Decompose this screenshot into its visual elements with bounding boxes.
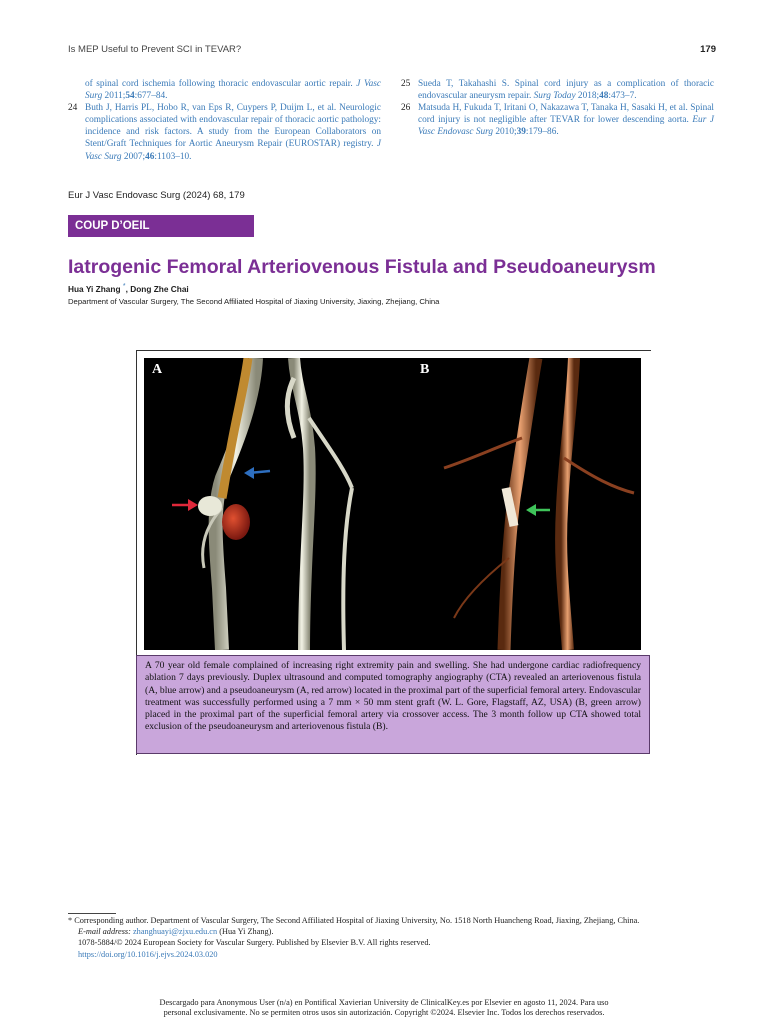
doi-link[interactable]: https://doi.org/10.1016/j.ejvs.2024.03.020 xyxy=(78,949,218,959)
reference-pages: :677–84. xyxy=(134,91,168,102)
email-link[interactable]: zhanghuayi@zjxu.edu.cn xyxy=(133,927,218,937)
affiliation: Department of Vascular Surgery, The Second Affiliated Hospital of Jiaxing University, Jiaxing, Zhejiang, China xyxy=(68,297,440,306)
reference-volume: 39 xyxy=(516,127,526,138)
author-name: Hua Yi Zhang xyxy=(68,283,121,294)
reference-journal: Surg Today xyxy=(533,91,576,102)
reference-25[interactable] xyxy=(401,78,714,102)
reference-pages: :1103–10. xyxy=(154,151,192,162)
corresponding-author-mark[interactable]: * xyxy=(122,283,126,290)
footnote-rule xyxy=(68,913,116,914)
article-title: Iatrogenic Femoral Arteriovenous Fistula and Pseudoaneurysm xyxy=(68,256,656,278)
download-notice-line-1: Descargado para Anonymous User (n/a) en Pontifical Xavierian University de ClinicalKey.es por Elsevier en agosto 11, 2024. Para uso xyxy=(159,998,609,1007)
reference-text: Matsuda H, Fukuda T, Iritani O, Nakazawa T, Tanaka H, Sasaki H, et al. Spinal cord injury is not negligible after TEVAR for lower descending aorta. xyxy=(418,103,714,126)
reference-number: 26 xyxy=(401,103,411,114)
author-separator: , xyxy=(125,283,131,294)
reference-number: 24 xyxy=(68,103,78,114)
author-list xyxy=(68,283,189,294)
reference-23-continuation xyxy=(68,78,381,102)
reference-year: 2007; xyxy=(121,151,146,162)
reference-text: of spinal cord ischemia following thoracic endovascular aortic repair. xyxy=(85,79,357,89)
email-owner: (Hua Yi Zhang). xyxy=(217,927,274,937)
reference-column-right xyxy=(401,78,714,138)
reference-text: Sueda T, Takahashi S. Spinal cord injury as a complication of thoracic endovascular aneurysm repair. xyxy=(418,79,714,102)
reference-number: 25 xyxy=(401,79,411,89)
running-head xyxy=(68,44,716,55)
panel-b-label: B xyxy=(420,362,430,377)
email-label: E-mail address: xyxy=(78,927,133,937)
download-notice xyxy=(0,998,768,1018)
reference-24[interactable] xyxy=(68,102,381,162)
reference-year: 2011; xyxy=(102,91,126,102)
reference-journal: J Vasc Surg xyxy=(85,139,381,162)
corresponding-author-note: * Corresponding author. Department of Vascular Surgery, The Second Affiliated Hospital of Jiaxing University, No. 1518 North Huancheng Road, Jiaxing, Zhejiang, China. xyxy=(68,916,640,925)
copyright-line: 1078-5884/© 2024 European Society for Vascular Surgery. Published by Elsevier B.V. All rights reserved. xyxy=(78,938,431,948)
footnotes xyxy=(68,913,716,960)
journal-citation: Eur J Vasc Endovasc Surg (2024) 68, 179 xyxy=(68,190,245,201)
author-name: Dong Zhe Chai xyxy=(130,283,189,294)
download-notice-line-2: personal exclusivamente. No se permiten otros usos sin autorización. Copyright ©2024. Elsevier Inc. Todos los derechos reservados. xyxy=(163,1008,605,1017)
page-number: 179 xyxy=(700,44,716,55)
blue-arrow-icon xyxy=(244,467,270,479)
figure-image xyxy=(144,358,641,650)
section-banner: COUP D’OEIL xyxy=(68,215,254,237)
reference-pages: :473–7. xyxy=(608,91,637,102)
figure-caption: A 70 year old female complained of increasing right extremity pain and swelling. She had undergone cardiac radiofrequency ablation 7 days previously. Duplex ultrasound and computed tomography angiography (CTA) revealed an arteriovenous fistula (A, blue arrow) and a pseudoaneurysm (A, red arrow) located in the proximal part of the superficial femoral artery. Endovascular treatment was successfully performed using a 7 mm × 50 mm stent graft (W. L. Gore, Flagstaff, AZ, USA) (B, green arrow) placed in the proximal part of the superficial femoral artery via crossover access. The 3 month follow up CTA showed total exclusion of the pseudoaneurysm and arteriovenous fistula (B). xyxy=(136,655,650,754)
reference-text: Buth J, Harris PL, Hobo R, van Eps R, Cuypers P, Duijm L, et al. Neurologic complications associated with endovascular repair of thoracic aortic pathology: incidence and risk factors. A study from the European Collaborators on Stent/Graft Techniques for Aortic Aneurysm Repair (EUROSTAR) registry. xyxy=(85,103,381,150)
running-head-title: Is MEP Useful to Prevent SCI in TEVAR? xyxy=(68,44,242,55)
reference-year: 2010; xyxy=(493,127,517,138)
reference-pages: :179–86. xyxy=(525,127,559,138)
reference-journal: J Vasc Surg xyxy=(85,79,382,102)
red-arrow-icon xyxy=(172,499,198,511)
reference-journal: Eur J Vasc Endovasc Surg xyxy=(418,115,714,138)
email-line xyxy=(68,926,716,937)
panel-a-label: A xyxy=(152,362,163,377)
reference-volume: 48 xyxy=(599,91,609,102)
reference-26[interactable] xyxy=(401,102,714,138)
figure-arrows xyxy=(144,358,641,650)
reference-column-left xyxy=(68,78,381,163)
reference-volume: 54 xyxy=(125,91,135,102)
reference-year: 2018; xyxy=(575,91,600,102)
reference-volume: 46 xyxy=(145,151,155,162)
green-arrow-icon xyxy=(526,504,550,516)
